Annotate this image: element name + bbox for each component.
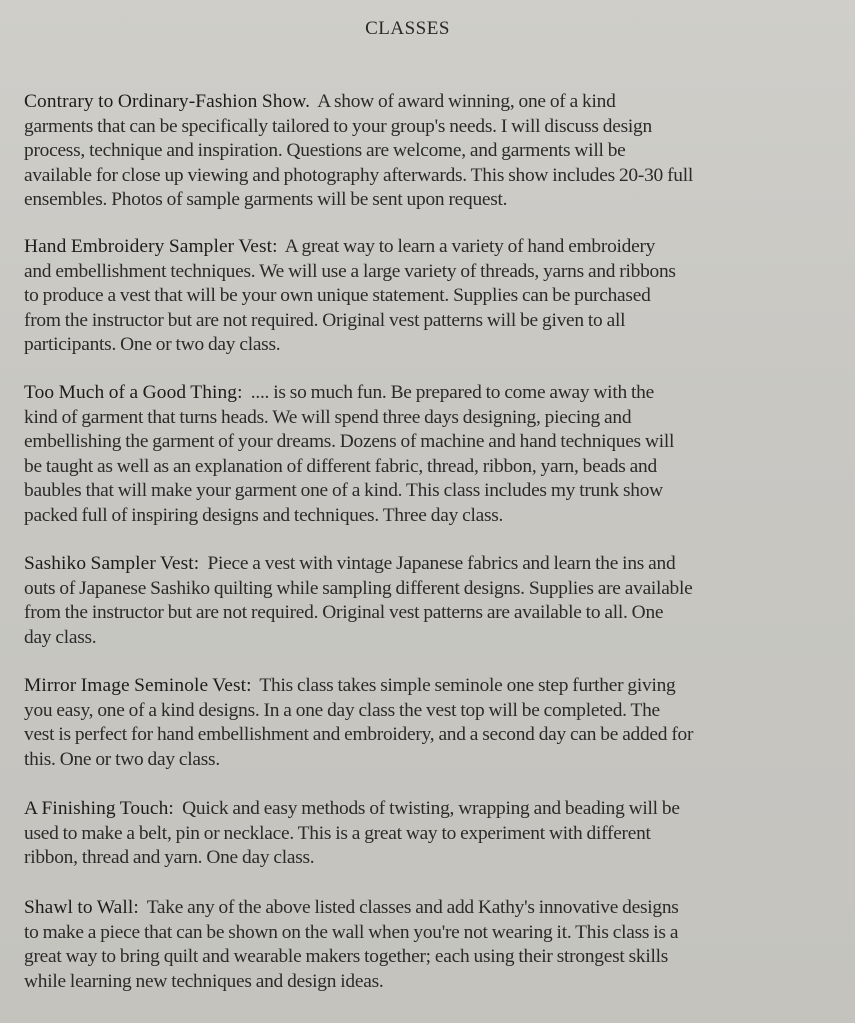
page-title: CLASSES [365, 18, 450, 39]
class-entry-finishing-touch [24, 797, 824, 871]
class-text: ribbon, thread and yarn. One day class. [24, 847, 315, 869]
class-text: you easy, one of a kind designs. In a one day class the vest top will be completed. The [24, 699, 660, 721]
class-text: day class. [24, 626, 97, 648]
class-text: participants. One or two day class. [24, 334, 281, 356]
class-heading: Too Much of a Good Thing: [24, 382, 243, 403]
class-text: outs of Japanese Sashiko quilting while sampling different designs. Supplies are available [24, 577, 693, 599]
class-entry-seminole [24, 674, 824, 772]
class-text: to produce a vest that will be your own unique statement. Supplies can be purchased [24, 285, 651, 307]
class-text: and embellishment techniques. We will use a large variety of threads, yarns and ribbons [24, 260, 676, 282]
class-entry-too-much [24, 381, 824, 529]
class-text: baubles that will make your garment one of a kind. This class includes my trunk show [24, 480, 663, 502]
class-entry-fashion-show [24, 90, 824, 213]
class-text: to make a piece that can be shown on the wall when you're not wearing it. This class is a [24, 921, 679, 943]
entry-first-line [24, 797, 824, 822]
class-text: Piece a vest with vintage Japanese fabrics and learn the ins and [207, 553, 676, 574]
entry-first-line [24, 552, 824, 577]
class-entry-shawl-to-wall [24, 896, 824, 994]
class-text: Quick and easy methods of twisting, wrapping and beading will be [182, 798, 680, 819]
class-heading: Contrary to Ordinary-Fashion Show. [24, 91, 311, 112]
class-text: embellishing the garment of your dreams. Dozens of machine and hand techniques will [24, 431, 675, 453]
class-text: from the instructor but are not required. Original vest patterns will be given to all [24, 309, 626, 331]
entry-first-line [24, 381, 824, 406]
class-text: A great way to learn a variety of hand embroidery [284, 236, 656, 257]
class-text: be taught as well as an explanation of different fabric, thread, ribbon, yarn, beads and [24, 455, 657, 477]
class-heading: Shawl to Wall: [24, 897, 139, 918]
class-heading: Mirror Image Seminole Vest: [24, 675, 252, 696]
class-text: Take any of the above listed classes and add Kathy's innovative designs [146, 897, 679, 918]
class-text: from the instructor but are not required. Original vest patterns are available to all. One [24, 602, 664, 624]
class-heading: Sashiko Sampler Vest: [24, 553, 200, 574]
class-text: used to make a belt, pin or necklace. This is a great way to experiment with different [24, 822, 651, 844]
class-text: ensembles. Photos of sample garments will be sent upon request. [24, 189, 508, 211]
entry-first-line [24, 90, 824, 115]
entry-first-line [24, 674, 824, 699]
class-text: available for close up viewing and photography afterwards. This show includes 20-30 full [24, 164, 693, 186]
entry-first-line [24, 235, 824, 260]
class-text: vest is perfect for hand embellishment and embroidery, and a second day can be added for [24, 724, 694, 746]
class-text: .... is so much fun. Be prepared to come away with the [250, 382, 654, 403]
class-heading: Hand Embroidery Sampler Vest: [24, 236, 278, 257]
class-text: This class takes simple seminole one step further giving [259, 675, 676, 696]
class-text: kind of garment that turns heads. We will spend three days designing, piecing and [24, 406, 632, 428]
class-entry-sashiko [24, 552, 824, 650]
class-text: while learning new techniques and design ideas. [24, 970, 384, 992]
class-entry-hand-embroidery [24, 235, 824, 358]
class-text: great way to bring quilt and wearable makers together; each using their strongest skills [24, 946, 669, 968]
class-text: A show of award winning, one of a kind [317, 91, 616, 112]
class-text: garments that can be specifically tailored to your group's needs. I will discuss design [24, 115, 652, 137]
class-heading: A Finishing Touch: [24, 798, 174, 819]
class-text: packed full of inspiring designs and techniques. Three day class. [24, 504, 504, 526]
entry-first-line [24, 896, 824, 921]
class-text: process, technique and inspiration. Questions are welcome, and garments will be [24, 140, 626, 162]
class-text: this. One or two day class. [24, 748, 220, 770]
